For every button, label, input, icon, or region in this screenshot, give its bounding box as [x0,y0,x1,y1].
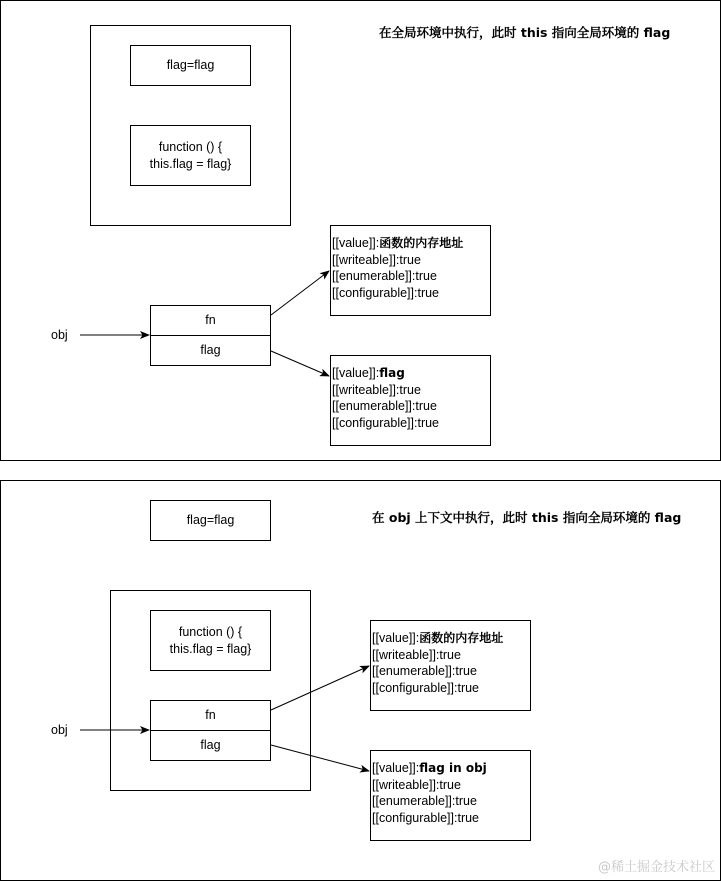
panel2-fn-label: fn [205,708,216,722]
panel2-fn-value-prefix: [[value]]: [372,631,420,645]
panel2-flag-value: flag in obj [419,761,487,775]
panel2-fn-writeable: [[writeable]]:true [372,647,461,662]
panel2-flag-label: flag [200,738,221,752]
panel1-fn-writeable: [[writeable]]:true [332,252,421,267]
panel2-flag-configurable: [[configurable]]:true [372,810,480,825]
panel1-flag-value: flag [379,366,405,380]
panel1-flag-arrow [271,351,329,376]
panel2-function-line2: this.flag = flag} [169,641,252,656]
panel2-title: 在 obj 上下文中执行，此时 this 指向全局环境的 flag [372,510,682,525]
panel2-function-line1: function () { [178,624,243,639]
panel1-fn-enumerable: [[enumerable]]:true [332,269,437,283]
panel2-flag-value-prefix: [[value]]: [372,761,420,775]
panel1-flag-label: flag [200,343,221,357]
panel1-fn-value: 函数的内存地址 [379,236,464,250]
panel2-flag-writeable: [[writeable]]:true [372,777,461,792]
panel1-fn-value-prefix: [[value]]: [332,236,380,250]
panel1-fn-arrow [271,271,329,315]
panel2-flag-enumerable: [[enumerable]]:true [372,794,477,808]
panel1-function-line2: this.flag = flag} [149,156,232,171]
panel2-fn-enumerable: [[enumerable]]:true [372,664,477,678]
panel2-fn-arrow [271,666,369,710]
panel1-title: 在全局环境中执行，此时 this 指向全局环境的 flag [379,25,671,40]
watermark: @稀土掘金技术社区 [597,860,715,875]
panel2-flag-arrow [271,745,369,771]
panel1-flag-assignment-text: flag=flag [166,58,215,72]
panel1-obj-label: obj [51,328,68,342]
panel2-flag-assignment-text: flag=flag [186,513,235,527]
panel2-obj-label: obj [51,723,68,737]
panel1-fn-label: fn [205,313,216,327]
panel1-flag-value-prefix: [[value]]: [332,366,380,380]
panel1-flag-writeable: [[writeable]]:true [332,382,421,397]
panel1-flag-enumerable: [[enumerable]]:true [332,399,437,413]
panel1-function-line1: function () { [158,139,223,154]
panel2-fn-configurable: [[configurable]]:true [372,680,480,695]
panel2-fn-value: 函数的内存地址 [419,631,504,645]
panel1-flag-configurable: [[configurable]]:true [332,415,440,430]
panel1-fn-configurable: [[configurable]]:true [332,285,440,300]
